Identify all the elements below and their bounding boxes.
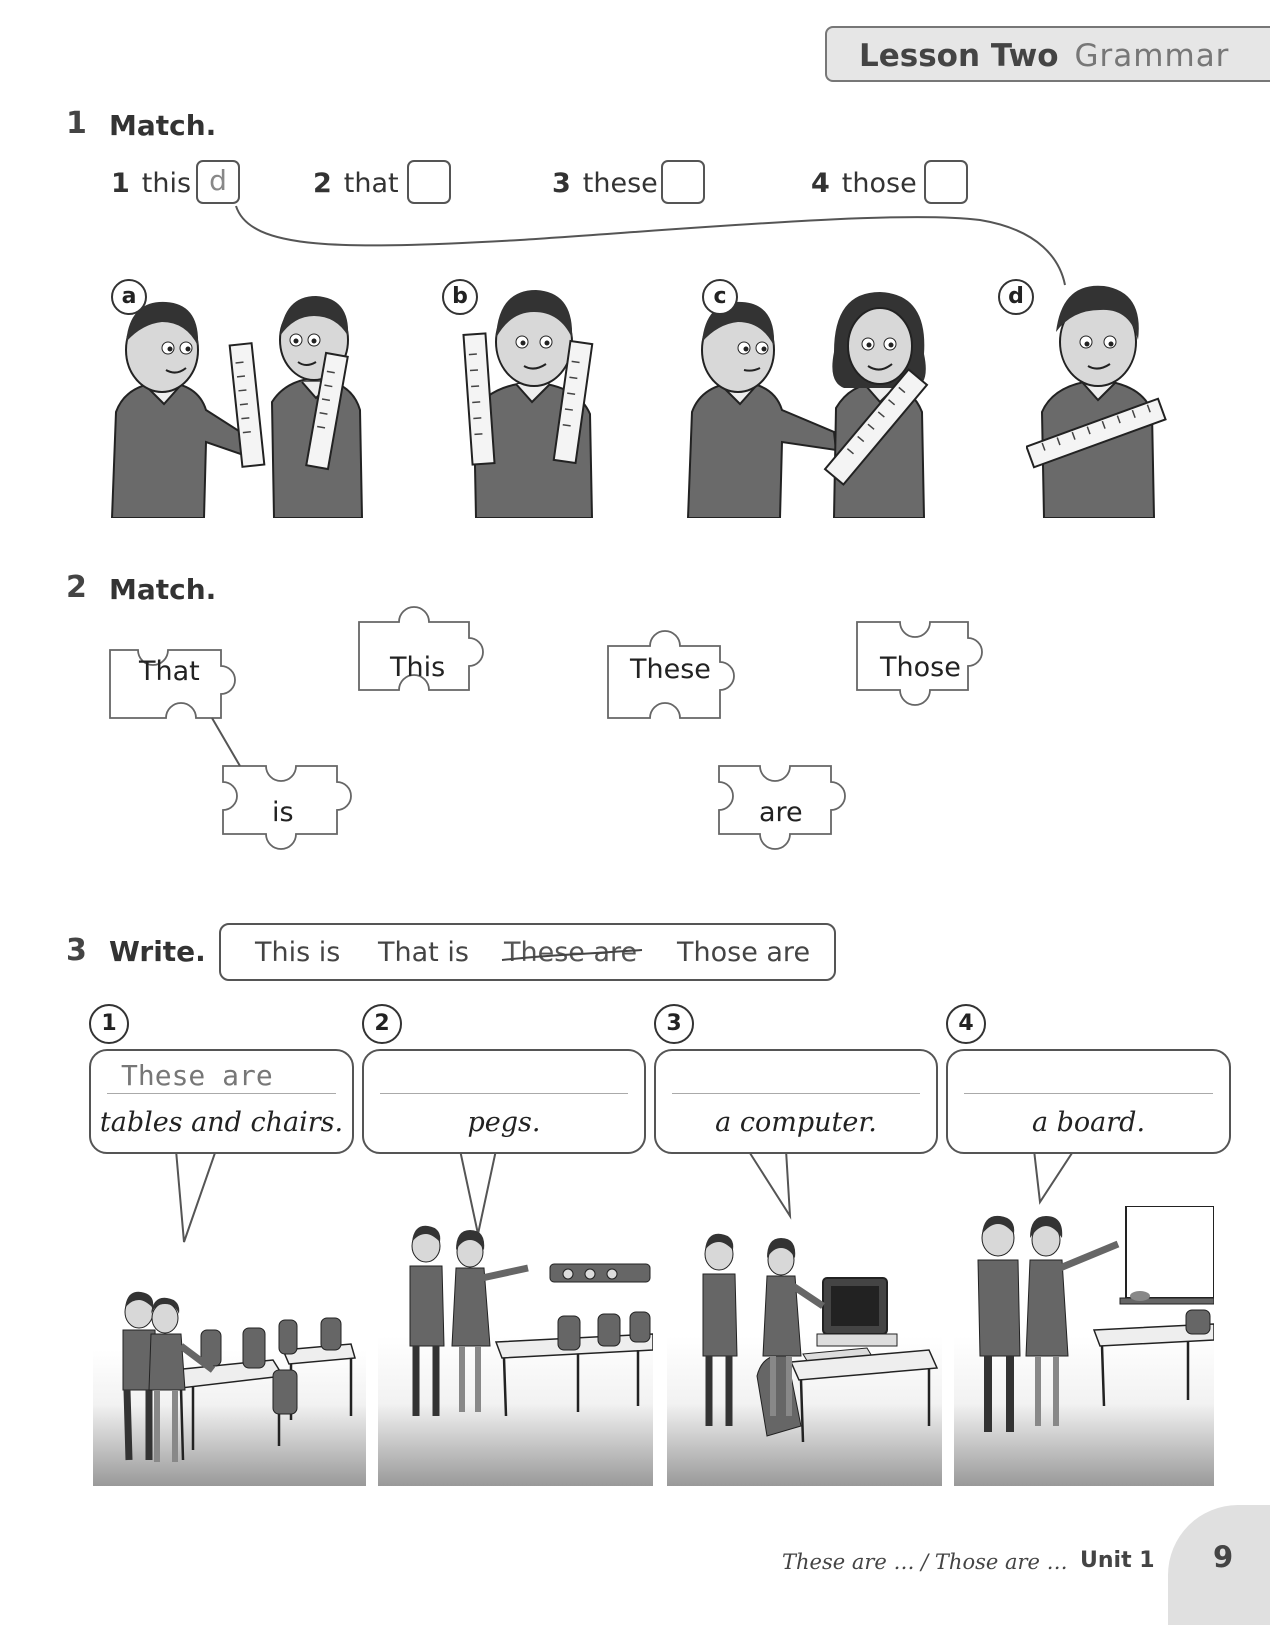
scene-2-pegs bbox=[378, 1216, 653, 1486]
puzzle-label-that: That bbox=[139, 656, 200, 687]
exercise-3-title: Write. bbox=[109, 935, 206, 968]
lesson-title: Lesson Two bbox=[859, 38, 1059, 74]
puzzle-label-are: are bbox=[759, 797, 803, 828]
footer-topic: These are … / Those are … bbox=[782, 1550, 1068, 1574]
page-number: 9 bbox=[1213, 1540, 1234, 1574]
ex1-item-1: 1 this bbox=[111, 168, 192, 199]
picture-d-illustration bbox=[1026, 282, 1176, 518]
ex3-answer-1[interactable]: These are bbox=[121, 1059, 273, 1092]
picture-label-b: b bbox=[442, 279, 478, 315]
ex2-match-line bbox=[212, 718, 240, 766]
picture-a-illustration bbox=[106, 292, 376, 518]
ex1-item-3: 3 these bbox=[552, 168, 658, 199]
ex3-number-1: 1 bbox=[89, 1004, 129, 1044]
ex3-sentence-1: tables and chairs. bbox=[99, 1107, 344, 1138]
word-this-is: This is bbox=[255, 937, 341, 968]
ex1-item-4: 4 those bbox=[811, 168, 917, 199]
puzzle-label-these: These bbox=[630, 654, 711, 685]
ex3-number-2: 2 bbox=[362, 1004, 402, 1044]
speech-bubble-3 bbox=[654, 1049, 938, 1154]
ex3-sentence-4: a board. bbox=[1031, 1107, 1146, 1138]
ex1-answer-box-1[interactable]: d bbox=[196, 160, 240, 204]
puzzle-pieces bbox=[0, 600, 1270, 870]
strike-through-mark bbox=[500, 944, 650, 968]
lesson-topic: Grammar bbox=[1074, 38, 1230, 74]
speech-bubble-2 bbox=[362, 1049, 646, 1154]
puzzle-label-is: is bbox=[272, 797, 294, 828]
ex3-sentence-3: a computer. bbox=[715, 1107, 877, 1138]
ex3-number-3: 3 bbox=[654, 1004, 694, 1044]
scene-1-tables-and-chairs bbox=[93, 1250, 366, 1486]
puzzle-label-those: Those bbox=[880, 652, 961, 683]
word-those-are: Those are bbox=[677, 937, 811, 968]
word-that-is: That is bbox=[378, 937, 469, 968]
footer-unit: Unit 1 bbox=[1080, 1548, 1155, 1573]
ex3-sentence-2: pegs. bbox=[467, 1107, 541, 1138]
picture-label-d: d bbox=[998, 279, 1034, 315]
exercise-1-title: Match. bbox=[109, 109, 217, 142]
ex3-number-4: 4 bbox=[946, 1004, 986, 1044]
puzzle-label-this: This bbox=[390, 652, 446, 683]
ex1-item-2: 2 that bbox=[313, 168, 399, 199]
speech-bubble-1 bbox=[89, 1049, 354, 1154]
picture-c-illustration bbox=[684, 292, 954, 518]
picture-label-c: c bbox=[702, 279, 738, 315]
scene-4-board bbox=[954, 1206, 1214, 1486]
picture-b-illustration bbox=[460, 284, 610, 518]
scene-3-computer bbox=[667, 1226, 942, 1486]
word-these-are: These are bbox=[504, 937, 638, 968]
picture-label-a: a bbox=[111, 279, 147, 315]
exercise-2-number: 2 bbox=[66, 570, 87, 605]
exercise-2-title: Match. bbox=[109, 573, 217, 606]
ex1-match-line bbox=[0, 0, 1270, 320]
exercise-1-number: 1 bbox=[66, 106, 87, 141]
speech-bubble-4 bbox=[946, 1049, 1231, 1154]
exercise-3-number: 3 bbox=[66, 933, 87, 968]
